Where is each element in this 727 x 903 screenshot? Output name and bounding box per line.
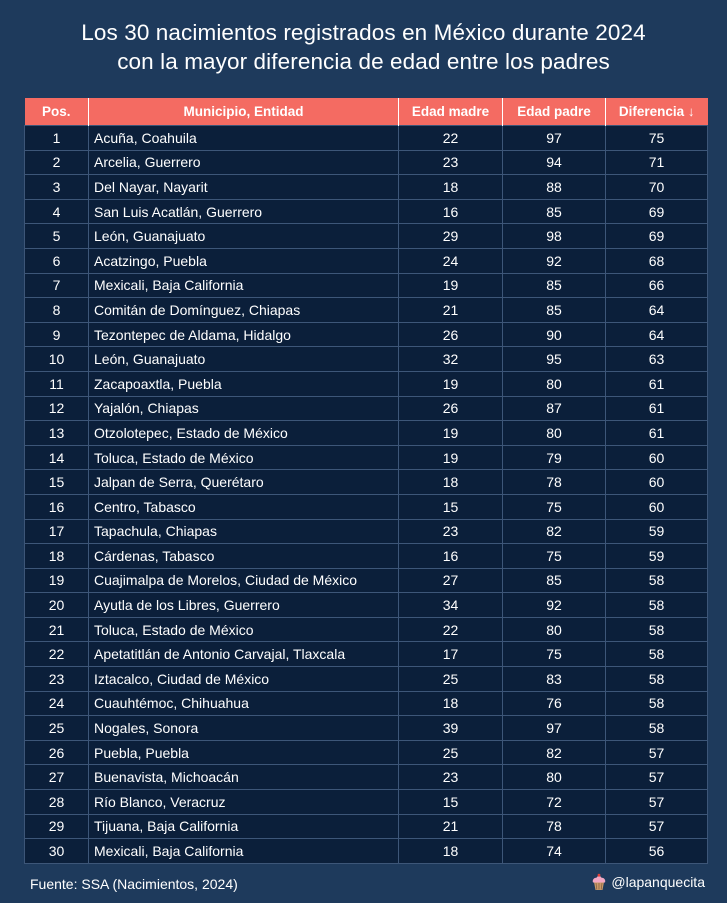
location-cell: San Luis Acatlán, Guerrero [89, 199, 399, 224]
difference-cell: 58 [606, 617, 708, 642]
location-cell: Del Nayar, Nayarit [89, 175, 399, 200]
mother-age-cell: 25 [399, 667, 503, 692]
difference-cell: 68 [606, 248, 708, 273]
position-cell: 21 [25, 617, 89, 642]
position-cell: 5 [25, 224, 89, 249]
location-cell: Mexicali, Baja California [89, 273, 399, 298]
mother-age-cell: 16 [399, 199, 503, 224]
father-age-cell: 75 [503, 642, 606, 667]
table-row [25, 814, 708, 839]
father-age-cell: 85 [503, 298, 606, 323]
father-age-cell: 97 [503, 126, 606, 151]
mother-age-cell: 23 [399, 519, 503, 544]
location-cell: Río Blanco, Veracruz [89, 790, 399, 815]
position-cell: 12 [25, 396, 89, 421]
mother-age-cell: 23 [399, 150, 503, 175]
mother-age-cell: 27 [399, 568, 503, 593]
position-cell: 1 [25, 126, 89, 151]
mother-age-cell: 26 [399, 396, 503, 421]
location-cell: Jalpan de Serra, Querétaro [89, 470, 399, 495]
difference-cell: 75 [606, 126, 708, 151]
position-cell: 29 [25, 814, 89, 839]
difference-cell: 60 [606, 470, 708, 495]
mother-age-cell: 15 [399, 494, 503, 519]
mother-age-cell: 21 [399, 814, 503, 839]
mother-age-cell: 15 [399, 790, 503, 815]
position-cell: 13 [25, 421, 89, 446]
location-cell: Cuauhtémoc, Chihuahua [89, 691, 399, 716]
father-age-cell: 72 [503, 790, 606, 815]
position-cell: 20 [25, 593, 89, 618]
difference-cell: 60 [606, 445, 708, 470]
mother-age-cell: 23 [399, 765, 503, 790]
mother-age-cell: 19 [399, 371, 503, 396]
difference-cell: 69 [606, 224, 708, 249]
position-cell: 18 [25, 544, 89, 569]
position-cell: 17 [25, 519, 89, 544]
table-row [25, 298, 708, 323]
data-table-container [24, 98, 707, 864]
difference-cell: 64 [606, 322, 708, 347]
mother-age-cell: 16 [399, 544, 503, 569]
table-row [25, 421, 708, 446]
father-age-cell: 98 [503, 224, 606, 249]
mother-age-cell: 17 [399, 642, 503, 667]
location-cell: Toluca, Estado de México [89, 445, 399, 470]
column-header-mother-age: Edad madre [399, 98, 503, 126]
table-row [25, 322, 708, 347]
table-row [25, 470, 708, 495]
location-cell: Tapachula, Chiapas [89, 519, 399, 544]
father-age-cell: 95 [503, 347, 606, 372]
position-cell: 3 [25, 175, 89, 200]
mother-age-cell: 34 [399, 593, 503, 618]
difference-cell: 70 [606, 175, 708, 200]
mother-age-cell: 26 [399, 322, 503, 347]
father-age-cell: 74 [503, 839, 606, 864]
difference-cell: 59 [606, 519, 708, 544]
father-age-cell: 85 [503, 199, 606, 224]
location-cell: Acuña, Coahuila [89, 126, 399, 151]
difference-cell: 61 [606, 396, 708, 421]
source-note: Fuente: SSA (Nacimientos, 2024) [30, 876, 238, 892]
position-cell: 2 [25, 150, 89, 175]
author-credit [591, 873, 705, 891]
difference-cell: 58 [606, 691, 708, 716]
mother-age-cell: 22 [399, 617, 503, 642]
difference-cell: 57 [606, 765, 708, 790]
chart-title-line-2: con la mayor diferencia de edad entre los padres [117, 49, 610, 74]
position-cell: 25 [25, 716, 89, 741]
position-cell: 4 [25, 199, 89, 224]
position-cell: 7 [25, 273, 89, 298]
table-header [25, 98, 708, 126]
table-row [25, 617, 708, 642]
father-age-cell: 80 [503, 617, 606, 642]
mother-age-cell: 32 [399, 347, 503, 372]
father-age-cell: 87 [503, 396, 606, 421]
location-cell: León, Guanajuato [89, 224, 399, 249]
location-cell: Puebla, Puebla [89, 740, 399, 765]
column-header-father-age: Edad padre [503, 98, 606, 126]
location-cell: Arcelia, Guerrero [89, 150, 399, 175]
position-cell: 24 [25, 691, 89, 716]
mother-age-cell: 21 [399, 298, 503, 323]
location-cell: Mexicali, Baja California [89, 839, 399, 864]
position-cell: 16 [25, 494, 89, 519]
location-cell: Otzolotepec, Estado de México [89, 421, 399, 446]
cupcake-icon [591, 873, 607, 891]
table-row [25, 224, 708, 249]
mother-age-cell: 18 [399, 691, 503, 716]
difference-cell: 58 [606, 716, 708, 741]
location-cell: Cárdenas, Tabasco [89, 544, 399, 569]
mother-age-cell: 18 [399, 470, 503, 495]
location-cell: Apetatitlán de Antonio Carvajal, Tlaxcala [89, 642, 399, 667]
father-age-cell: 88 [503, 175, 606, 200]
mother-age-cell: 39 [399, 716, 503, 741]
father-age-cell: 80 [503, 421, 606, 446]
difference-cell: 61 [606, 421, 708, 446]
mother-age-cell: 25 [399, 740, 503, 765]
mother-age-cell: 19 [399, 273, 503, 298]
father-age-cell: 92 [503, 248, 606, 273]
position-cell: 8 [25, 298, 89, 323]
table-row [25, 371, 708, 396]
location-cell: Yajalón, Chiapas [89, 396, 399, 421]
table-row [25, 150, 708, 175]
table-row [25, 126, 708, 151]
table-header-row [25, 98, 708, 126]
table-row [25, 248, 708, 273]
difference-cell: 61 [606, 371, 708, 396]
table-row [25, 199, 708, 224]
table-row [25, 642, 708, 667]
table-row [25, 544, 708, 569]
location-cell: Centro, Tabasco [89, 494, 399, 519]
location-cell: Iztacalco, Ciudad de México [89, 667, 399, 692]
father-age-cell: 78 [503, 814, 606, 839]
difference-cell: 58 [606, 593, 708, 618]
data-table [24, 98, 708, 864]
father-age-cell: 85 [503, 568, 606, 593]
difference-cell: 57 [606, 814, 708, 839]
position-cell: 11 [25, 371, 89, 396]
table-row [25, 519, 708, 544]
table-row [25, 494, 708, 519]
difference-cell: 59 [606, 544, 708, 569]
table-row [25, 273, 708, 298]
difference-cell: 56 [606, 839, 708, 864]
position-cell: 30 [25, 839, 89, 864]
position-cell: 28 [25, 790, 89, 815]
location-cell: Zacapoaxtla, Puebla [89, 371, 399, 396]
location-cell: Acatzingo, Puebla [89, 248, 399, 273]
table-row [25, 839, 708, 864]
difference-cell: 63 [606, 347, 708, 372]
father-age-cell: 94 [503, 150, 606, 175]
position-cell: 19 [25, 568, 89, 593]
location-cell: Toluca, Estado de México [89, 617, 399, 642]
chart-title-line-1: Los 30 nacimientos registrados en México durante 2024 [81, 20, 646, 45]
father-age-cell: 75 [503, 494, 606, 519]
position-cell: 14 [25, 445, 89, 470]
mother-age-cell: 18 [399, 175, 503, 200]
position-cell: 15 [25, 470, 89, 495]
father-age-cell: 76 [503, 691, 606, 716]
father-age-cell: 92 [503, 593, 606, 618]
location-cell: León, Guanajuato [89, 347, 399, 372]
location-cell: Tezontepec de Aldama, Hidalgo [89, 322, 399, 347]
table-row [25, 396, 708, 421]
chart-title [0, 18, 727, 76]
difference-cell: 58 [606, 642, 708, 667]
mother-age-cell: 19 [399, 421, 503, 446]
difference-cell: 69 [606, 199, 708, 224]
father-age-cell: 90 [503, 322, 606, 347]
father-age-cell: 75 [503, 544, 606, 569]
difference-cell: 66 [606, 273, 708, 298]
father-age-cell: 80 [503, 765, 606, 790]
difference-cell: 58 [606, 667, 708, 692]
column-header-difference: Diferencia ↓ [606, 98, 708, 126]
table-row [25, 175, 708, 200]
position-cell: 22 [25, 642, 89, 667]
column-header-position: Pos. [25, 98, 89, 126]
location-cell: Cuajimalpa de Morelos, Ciudad de México [89, 568, 399, 593]
mother-age-cell: 22 [399, 126, 503, 151]
author-handle: @lapanquecita [611, 874, 705, 890]
table-row [25, 765, 708, 790]
column-header-location: Municipio, Entidad [89, 98, 399, 126]
position-cell: 27 [25, 765, 89, 790]
table-row [25, 740, 708, 765]
father-age-cell: 85 [503, 273, 606, 298]
difference-cell: 57 [606, 740, 708, 765]
position-cell: 23 [25, 667, 89, 692]
table-row [25, 593, 708, 618]
mother-age-cell: 24 [399, 248, 503, 273]
difference-cell: 64 [606, 298, 708, 323]
difference-cell: 57 [606, 790, 708, 815]
father-age-cell: 79 [503, 445, 606, 470]
position-cell: 6 [25, 248, 89, 273]
location-cell: Buenavista, Michoacán [89, 765, 399, 790]
father-age-cell: 83 [503, 667, 606, 692]
position-cell: 9 [25, 322, 89, 347]
father-age-cell: 82 [503, 740, 606, 765]
mother-age-cell: 29 [399, 224, 503, 249]
table-row [25, 716, 708, 741]
difference-cell: 71 [606, 150, 708, 175]
location-cell: Tijuana, Baja California [89, 814, 399, 839]
table-row [25, 347, 708, 372]
father-age-cell: 82 [503, 519, 606, 544]
mother-age-cell: 18 [399, 839, 503, 864]
position-cell: 10 [25, 347, 89, 372]
father-age-cell: 97 [503, 716, 606, 741]
position-cell: 26 [25, 740, 89, 765]
table-body [25, 126, 708, 864]
table-row [25, 445, 708, 470]
table-row [25, 790, 708, 815]
difference-cell: 60 [606, 494, 708, 519]
mother-age-cell: 19 [399, 445, 503, 470]
table-row [25, 667, 708, 692]
father-age-cell: 80 [503, 371, 606, 396]
father-age-cell: 78 [503, 470, 606, 495]
table-row [25, 691, 708, 716]
difference-cell: 58 [606, 568, 708, 593]
location-cell: Nogales, Sonora [89, 716, 399, 741]
location-cell: Comitán de Domínguez, Chiapas [89, 298, 399, 323]
location-cell: Ayutla de los Libres, Guerrero [89, 593, 399, 618]
table-row [25, 568, 708, 593]
